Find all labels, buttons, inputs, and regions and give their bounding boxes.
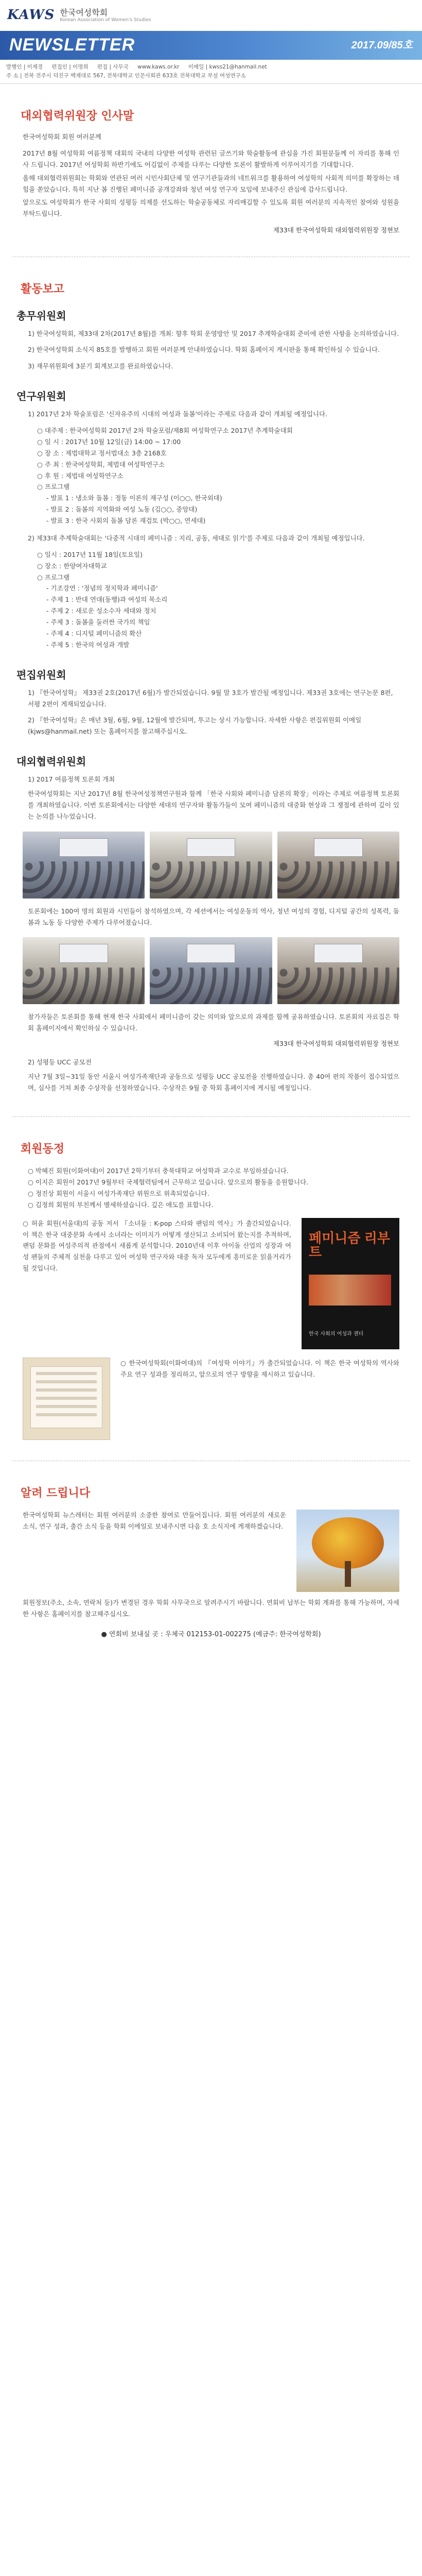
list-item: ○ 후 원 : 제법대 여성학연구소 xyxy=(37,471,124,480)
book-description-2 xyxy=(120,1358,399,1382)
list-item: - 주제 3 : 돌봄을 둘러싼 국가의 책임 xyxy=(46,618,150,626)
list-item: ○ 김정희 회원의 부친께서 별세하셨습니다. 깊은 애도를 표합니다. xyxy=(28,1200,214,1209)
greeting-salutation: 한국여성학회 회원 여러분께 xyxy=(23,133,101,141)
email-link[interactable]: 이메일 | kwss21@hanmail.net xyxy=(188,64,267,70)
list-item: ○ 대주제 : 한국여성학회 2017년 2차 학술포럼/제8회 여성학연구소 2017년 추계학술대회 xyxy=(37,427,293,435)
list-item: 1) 『한국여성학』 제33권 2호(2017년 6월)가 발간되었습니다. 9월 말 3호가 발간될 예정입니다. 제33권 3호에는 연구논문 8편, 서평 2편이 게재되었습니다. xyxy=(28,688,393,708)
list-item: 3) 재무위원회에 3분기 회계보고를 완료하였습니다. xyxy=(28,362,173,370)
external-paragraph: 지난 7월 3일~31일 동안 서울시 여성가족재단과 공동으로 성평등 UCC 공모전을 진행하였습니다. 총 40여 편의 작품이 접수되었으며, 심사를 거쳐 최종 수상작을 선정하였습니다. 수상작은 9월 중 학회 홈페이지에 게시될 예정입니다. xyxy=(28,1072,399,1092)
external-paragraph: 한국여성학회는 지난 2017년 8월 한국여성정책연구원과 함께 「한국 사회와 페미니즘 담론의 확장」이라는 주제로 여름정책 토론회를 개최하였습니다. 이번 토론회에서는 다양한 세대의 연구자와 활동가들이 모여 페미니즘의 대중화 현상과 그 쟁점에 관하여 깊이 있는 논의를 나누었습니다. xyxy=(28,790,399,820)
greeting-title: 대외협력위원장 인사말 xyxy=(21,109,134,123)
general-committee-body xyxy=(0,328,422,372)
notice-image xyxy=(23,1358,110,1440)
external-committee-title: 대외협력위원회 xyxy=(16,755,86,768)
list-item: ○ 장소 : 한양여자대학교 xyxy=(37,562,107,570)
newsletter-banner xyxy=(0,31,422,60)
event-photo xyxy=(277,937,399,1004)
research-committee-title: 연구위원회 xyxy=(16,390,66,403)
book-cover-subtitle: 한국 사회의 여성과 젠더 xyxy=(309,1331,364,1337)
list-item: - 주제 4 : 디지털 페미니즘의 확산 xyxy=(46,629,142,637)
list-item: ○ 장 소 : 제법대학교 정서법대소 3층 2168호 xyxy=(37,449,167,457)
list-item: ○ 정진상 회원이 서울시 여성가족재단 위원으로 위촉되었습니다. xyxy=(28,1189,209,1197)
list-item: ○ 프로그램 xyxy=(37,483,70,491)
photo-grid xyxy=(0,832,422,899)
list-item: - 발표 3 : 한국 사회의 돌봄 담론 재검토 (박○○, 연세대) xyxy=(46,517,206,525)
editor: 편집인 | 이명희 xyxy=(51,64,89,70)
book-paragraph: ○ 허윤 회원(서울대)의 공동 저서 『소녀들 : K-pop 스타와 팬덤의 역사』가 출간되었습니다. 이 책은 한국 대중문화 속에서 소녀라는 이미지가 어떻게 생산되고 소비되어 왔는지를 추적하며, 팬덤 문화를 여성주의적 관점에서 새롭게 분석합니다. 2010년대 이후 아이돌 산업의 성장과 여성 팬들의 주체적 실천을 다루고 있어 여성학 연구자와 대중 독자 모두에게 흥미로운 읽을거리가 될 것입니다. xyxy=(23,1219,291,1273)
notice-body-2 xyxy=(0,1597,422,1620)
editorial-committee-title: 편집위원회 xyxy=(16,668,66,681)
greeting-signature: 제33대 한국여성학회 대외협력위원장 정현보 xyxy=(273,226,399,234)
list-item: 2) 한국여성학회 소식지 85호를 발행하고 회원 여러분께 안내하였습니다. 학회 홈페이지 게시판을 통해 확인하실 수 있습니다. xyxy=(28,346,380,354)
photo-grid xyxy=(0,937,422,1004)
list-item: 2) 성평등 UCC 공모전 xyxy=(28,1058,92,1066)
book-feature xyxy=(0,1218,422,1349)
list-item: ○ 이지은 회원이 2017년 9월부터 국제협력팀에서 근무하고 있습니다. 앞으로의 활동을 응원합니다. xyxy=(28,1178,309,1187)
website-link[interactable]: www.kaws.or.kr xyxy=(137,64,180,70)
external-committee-body-2 xyxy=(0,906,422,928)
external-committee-body-4 xyxy=(0,1057,422,1094)
notice-title: 알려 드립니다 xyxy=(21,1486,91,1500)
notice-paragraph: 한국여성학회 뉴스레터는 회원 여러분의 소중한 참여로 만들어집니다. 회원 여러분의 새로운 소식, 연구 성과, 출간 소식 등을 학회 이메일로 보내주시면 다음 호 소식지에 게재하겠습니다. xyxy=(23,1511,286,1531)
list-item: ○ 주 최 : 한국여성학회, 제법대 여성학연구소 xyxy=(37,460,165,468)
autumn-tree-image xyxy=(296,1510,399,1592)
editorial-committee-body xyxy=(0,687,422,738)
logo-korean: 한국여성학회 xyxy=(60,7,108,18)
external-committee-body-3 xyxy=(0,1011,422,1034)
event-photo xyxy=(150,832,272,899)
publication-info xyxy=(0,60,422,84)
list-item: 2) 『한국여성학』은 매년 3월, 6월, 9월, 12월에 발간되며, 투고는 상시 가능합니다. 자세한 사항은 편집위원회 이메일(kjws@hanmail.net) 또는 홈페이지를 참고해주십시오. xyxy=(28,716,362,736)
editing-team: 편집 | 사무국 xyxy=(97,64,129,70)
event-photo xyxy=(150,937,272,1004)
list-item: - 주제 2 : 새로운 성소수자 세대와 정치 xyxy=(46,607,156,615)
account-info: ● 연회비 보내실 곳 : 우체국 012153-01-002275 (예금주: 한국여성학회) xyxy=(101,1630,321,1638)
banner-issue: 2017.09/85호 xyxy=(351,39,413,51)
event-photo xyxy=(23,832,145,899)
book-feature-2 xyxy=(0,1358,422,1440)
address: 주 소 | 전북 전주시 덕진구 백제대로 567, 전북대학교 인문사회관 633호 전북대학교 부설 여성연구소 xyxy=(6,72,246,79)
external-paragraph: 토론회에는 100여 명의 회원과 시민들이 참석하였으며, 각 세션에서는 여성운동의 역사, 청년 여성의 경험, 디지털 공간의 성폭력, 돌봄과 노동 등 다양한 주제가 다루어졌습니다. xyxy=(28,907,399,926)
greeting-paragraph: 올해 대외협력위원회는 학회와 연관된 여러 시민사회단체 및 연구기관들과의 네트워크를 활용하여 여성학의 사회적 의미를 확장하는 데 힘을 쏟았습니다. 특히 지난 봄 진행된 페미니즘 공개강좌와 청년 여성 연구자 모임에 보내주신 관심에 감사드립니다. xyxy=(23,174,399,193)
book-description xyxy=(23,1218,291,1276)
list-item: 1) 2017 여름정책 토론회 개최 xyxy=(28,775,115,784)
notice-body xyxy=(23,1510,286,1534)
greeting-paragraph: 앞으로도 여성학회가 한국 사회의 성평등 의제를 선도하는 학술공동체로 자리매김할 수 있도록 회원 여러분의 지속적인 참여와 성원을 부탁드립니다. xyxy=(23,198,399,218)
list-item: - 기조강연 : '정념의 정치학과 페미니즘' xyxy=(46,584,158,592)
external-committee-body xyxy=(0,774,422,822)
list-item: ○ 일 시 : 2017년 10월 12일(금) 14:00 ~ 17:00 xyxy=(37,437,181,446)
book-cover-image xyxy=(302,1218,399,1349)
event-photo xyxy=(23,937,145,1004)
research-committee-body xyxy=(0,409,422,651)
publisher: 발행인 | 이재경 xyxy=(6,64,43,70)
logo-mark[interactable]: KAWS xyxy=(7,7,55,23)
book-cover-title: 페미니즘 리부트 xyxy=(309,1230,390,1260)
book-paragraph: ○ 한국여성학회(이화여대)의 『여성학 이야기』가 출간되었습니다. 이 책은 한국 여성학의 역사와 주요 연구 성과를 정리하고, 앞으로의 연구 방향을 제시하고 있습니다. xyxy=(120,1359,399,1378)
list-item: ○ 일시 : 2017년 11월 18일(토요일) xyxy=(37,550,143,558)
logo-english: Korean Association of Women's Studies xyxy=(60,18,151,23)
general-committee-title: 총무위원회 xyxy=(16,309,66,322)
notice-row xyxy=(0,1510,422,1592)
event-photo xyxy=(277,832,399,899)
banner-title: NEWSLETTER xyxy=(9,35,135,55)
member-news-body xyxy=(0,1165,422,1211)
member-news-title: 회원동정 xyxy=(21,1142,65,1156)
list-item: - 발표 2 : 돌봄의 지역화와 여성 노동 (김○○, 중앙대) xyxy=(46,505,198,514)
logo-row xyxy=(0,0,422,31)
list-item: ○ 프로그램 xyxy=(37,573,70,581)
logo-text xyxy=(60,8,151,23)
activity-title: 활동보고 xyxy=(21,283,65,296)
list-item: - 주제 5 : 한국의 여성과 개발 xyxy=(46,640,130,649)
list-item: 2) 제33대 추계학술대회는 '다중적 시대의 페미니즘 : 지리, 공동, 세대로 읽기'를 주제로 다음과 같이 개최될 예정입니다. xyxy=(28,534,365,542)
list-item: - 주제 1 : 반대 연대(동행)과 여성의 목소리 xyxy=(46,596,168,604)
greeting-body xyxy=(0,131,422,219)
list-item: 1) 2017년 2차 학술포럼은 '신자유주의 시대의 여성과 돌봄'이라는 주제로 다음과 같이 개최될 예정입니다. xyxy=(28,410,328,418)
list-item: - 발표 1 : 냉소와 돌봄 : 정동 이론의 재구성 (이○○, 한국외대) xyxy=(46,494,222,502)
greeting-paragraph: 2017년 8월 여성학회 여름정책 대회의 국내의 다양한 여성학 관련된 글쓰기와 학술활동에 관심을 가진 회원분들께 이 자리를 통해 인사 드립니다. 2017년 여성학회 하반기에도 어김없이 주제를 다루는 다양한 토론이 활발하게 이루어지기를 기대합니다. xyxy=(23,149,399,168)
external-paragraph: 참가자들은 토론회를 통해 현재 한국 사회에서 페미니즘이 갖는 의미와 앞으로의 과제를 함께 공유하였습니다. 토론회의 자료집은 학회 홈페이지에서 확인하실 수 있습니다. xyxy=(28,1013,399,1032)
notice-paragraph: 회원정보(주소, 소속, 연락처 등)가 변경된 경우 학회 사무국으로 알려주시기 바랍니다. 연회비 납부는 학회 계좌를 통해 가능하며, 자세한 사항은 홈페이지를 참고해주십시오. xyxy=(23,1599,399,1618)
list-item: 1) 한국여성학회, 제33대 2차(2017년 8월)를 개최: 향후 학회 운영방안 및 2017 추계학술대회 준비에 관한 사항을 논의하였습니다. xyxy=(28,329,399,337)
list-item: ○ 박혜진 회원(이화여대)이 2017년 2학기부터 충북대학교 여성학과 교수로 부임하셨습니다. xyxy=(28,1167,289,1175)
external-signature: 제33대 한국여성학회 대외협력위원장 정현보 xyxy=(273,1040,399,1048)
